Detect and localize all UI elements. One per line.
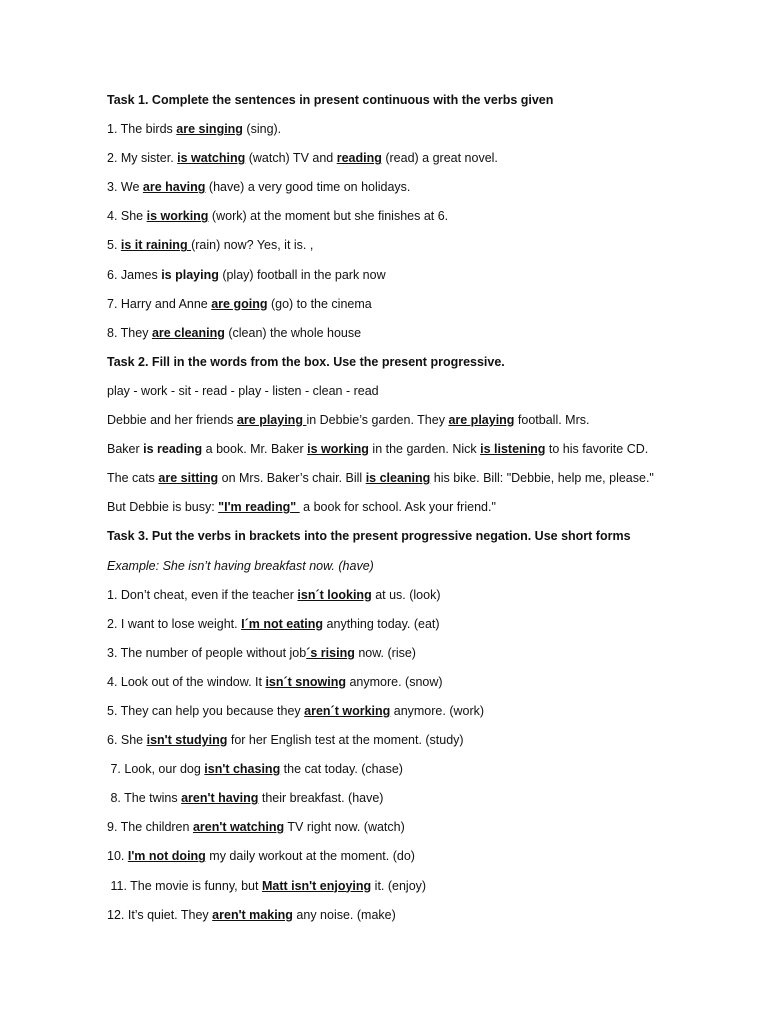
text-segment: is playing	[161, 267, 219, 282]
text-segment: 1. Don’t cheat, even if the teacher	[107, 587, 298, 602]
text-segment: TV right now. (watch)	[284, 820, 405, 835]
worksheet	[107, 91, 707, 935]
answer-text: are singing	[176, 122, 243, 137]
answer-text: I´m not eating	[241, 616, 324, 631]
text-segment: 6. James	[107, 267, 162, 282]
text-segment: is reading	[143, 442, 203, 457]
text-line	[107, 469, 707, 498]
text-segment: 3. The number of people without job	[107, 645, 307, 660]
text-segment: 2. My sister.	[107, 151, 178, 166]
answer-text: is watching	[177, 151, 246, 166]
text-segment: a book for school. Ask your friend."	[299, 500, 496, 515]
text-segment: a book. Mr. Baker	[202, 442, 308, 457]
text-segment: (sing).	[242, 122, 282, 137]
text-segment: 5.	[107, 238, 121, 253]
text-segment: play - work - sit - read - play - listen - clean - read	[107, 383, 379, 398]
text-segment: at us. (look)	[371, 587, 441, 602]
text-segment: on Mrs. Baker’s chair. Bill	[218, 471, 366, 486]
answer-text: ´s rising	[306, 645, 355, 660]
text-line	[107, 557, 707, 586]
text-segment: 5. They can help you because they	[107, 703, 305, 718]
text-segment: 4. Look out of the window. It	[107, 674, 266, 689]
text-line	[107, 149, 707, 178]
text-line	[107, 615, 707, 644]
text-line	[107, 498, 707, 527]
answer-text: is working	[307, 442, 369, 457]
answer-text: is working	[146, 209, 209, 224]
text-segment: Baker	[107, 442, 144, 457]
answer-text: are having	[142, 180, 206, 195]
text-line	[107, 120, 707, 149]
text-segment: anymore. (work)	[390, 703, 485, 718]
text-segment: 9. The children	[107, 820, 193, 835]
text-line	[107, 382, 707, 411]
text-segment: (play) football in the park now	[218, 267, 386, 282]
text-segment: anymore. (snow)	[346, 674, 443, 689]
text-segment: 3. We	[107, 180, 143, 195]
text-line	[107, 91, 707, 120]
text-line	[107, 789, 707, 818]
answer-text: aren't making	[212, 907, 293, 922]
answer-text: isn´t snowing	[265, 674, 346, 689]
text-segment: 1. The birds	[107, 122, 177, 137]
text-line	[107, 440, 707, 469]
text-segment: Task 3. Put the verbs in brackets into the present progressive negation. Use short forms	[107, 529, 631, 544]
text-segment: 10.	[107, 849, 128, 864]
answer-text: are cleaning	[151, 325, 225, 340]
text-segment: any noise. (make)	[292, 907, 396, 922]
text-line	[107, 178, 707, 207]
answer-text: is cleaning	[365, 471, 431, 486]
text-segment: Task 2. Fill in the words from the box. Use the present progressive.	[107, 354, 505, 369]
text-line	[107, 207, 707, 236]
answer-text: Matt isn't enjoying	[261, 878, 372, 893]
text-line	[107, 527, 707, 556]
text-segment: 6. She	[107, 733, 147, 748]
text-segment: 8. They	[107, 325, 152, 340]
answer-text: isn´t looking	[297, 587, 372, 602]
text-line	[107, 906, 707, 935]
text-segment: 2. I want to lose weight.	[107, 616, 242, 631]
text-segment: 12. It’s quiet. They	[107, 907, 213, 922]
answer-text: is it raining	[120, 238, 192, 253]
text-segment: The cats	[107, 471, 159, 486]
text-segment: 11. The movie is funny, but	[107, 878, 262, 893]
text-segment: Example: She isn’t having breakfast now. (have)	[107, 558, 374, 573]
answer-text: aren´t working	[304, 703, 391, 718]
text-line	[107, 877, 707, 906]
answer-text: aren't watching	[192, 820, 285, 835]
text-segment: now. (rise)	[354, 645, 416, 660]
answer-text: are playing	[236, 413, 307, 428]
text-line	[107, 295, 707, 324]
answer-text: is listening	[480, 442, 546, 457]
text-segment: (go) to the cinema	[267, 296, 372, 311]
text-segment: their breakfast. (have)	[258, 791, 384, 806]
text-line	[107, 702, 707, 731]
text-segment: (clean) the whole house	[224, 325, 362, 340]
text-line	[107, 760, 707, 789]
text-segment: my daily workout at the moment. (do)	[205, 849, 415, 864]
text-line	[107, 324, 707, 353]
text-segment: (watch) TV and	[245, 151, 337, 166]
text-segment: football. Mrs.	[514, 413, 590, 428]
text-segment: 8. The twins	[107, 791, 182, 806]
text-segment: Debbie and her friends	[107, 413, 237, 428]
text-segment: in Debbie’s garden. They	[306, 413, 449, 428]
text-segment: his bike. Bill: "Debbie, help me, please."	[430, 471, 654, 486]
text-line	[107, 731, 707, 760]
answer-text: "I'm reading"	[218, 500, 300, 515]
text-segment: Task 1. Complete the sentences in present continuous with the verbs given	[107, 93, 554, 107]
text-line	[107, 353, 707, 382]
text-segment: the cat today. (chase)	[280, 762, 403, 777]
text-line	[107, 818, 707, 847]
text-segment: 4. She	[107, 209, 147, 224]
text-segment: But Debbie is busy:	[107, 500, 219, 515]
text-segment: in the garden. Nick	[368, 442, 481, 457]
answer-text: aren't having	[181, 791, 259, 806]
answer-text: isn't studying	[146, 733, 228, 748]
answer-text: reading	[336, 151, 382, 166]
text-segment: (have) a very good time on holidays.	[205, 180, 411, 195]
answer-text: are playing	[448, 413, 515, 428]
answer-text: are sitting	[158, 471, 219, 486]
text-line	[107, 847, 707, 876]
answer-text: I'm not doing	[127, 849, 206, 864]
text-line	[107, 411, 707, 440]
text-segment: anything today. (eat)	[323, 616, 440, 631]
text-segment: 7. Harry and Anne	[107, 296, 212, 311]
answer-text: are going	[211, 296, 268, 311]
answer-text: isn't chasing	[204, 762, 281, 777]
text-segment: 7. Look, our dog	[107, 762, 205, 777]
text-segment: (read) a great novel.	[381, 151, 498, 166]
text-line	[107, 586, 707, 615]
text-segment: (rain) now? Yes, it is. ,	[191, 238, 314, 253]
text-segment: (work) at the moment but she finishes at 6.	[208, 209, 449, 224]
text-segment: to his favorite CD.	[545, 442, 649, 457]
text-line	[107, 266, 707, 295]
text-line	[107, 236, 707, 265]
text-line	[107, 673, 707, 702]
text-segment: it. (enjoy)	[371, 878, 427, 893]
text-segment: for her English test at the moment. (study)	[227, 733, 464, 748]
text-line	[107, 644, 707, 673]
